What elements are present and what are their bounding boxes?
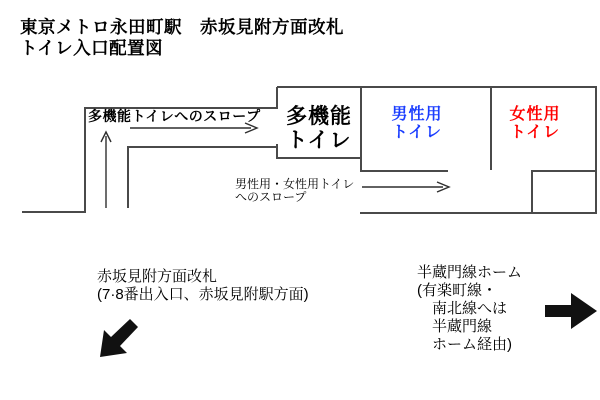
mens-toilet-label-line1: 男性用	[391, 106, 443, 123]
womens-toilet-label-line1: 女性用	[509, 106, 561, 123]
multifunction-toilet-label-line1: 多機能	[286, 105, 352, 128]
gate-direction-label	[97, 268, 309, 304]
platform-direction-line4: 半蔵門線	[417, 318, 493, 335]
gate-direction-line2: (7·8番出入口、赤坂見附駅方面)	[97, 286, 309, 303]
platform-direction-label	[417, 264, 522, 354]
mens-womens-slope-label-line1: 男性用・女性用トイレ	[235, 177, 355, 191]
mens-toilet-label	[355, 106, 479, 141]
multifunction-toilet-label-line2: トイレ	[286, 128, 352, 152]
multifunction-slope-label: 多機能トイレへのスロープ	[88, 108, 261, 124]
right-arrow-icon	[362, 182, 449, 192]
platform-direction-line2: (有楽町線・	[417, 282, 497, 299]
title-line-1: 東京メトロ永田町駅 赤坂見附方面改札	[20, 17, 344, 37]
up-arrow-icon	[101, 132, 111, 208]
womens-toilet-label	[475, 106, 595, 141]
womens-toilet-label-line2: トイレ	[509, 123, 561, 141]
platform-direction-line1: 半蔵門線ホーム	[417, 264, 523, 281]
mens-womens-slope-label	[235, 178, 354, 203]
title-line-2: トイレ入口配置図	[20, 38, 164, 58]
southwest-arrow-icon	[100, 319, 138, 357]
mens-toilet-label-line2: トイレ	[391, 123, 443, 141]
mens-womens-slope-label-line2: へのスロープ	[235, 189, 307, 204]
gate-direction-line1: 赤坂見附方面改札	[97, 268, 218, 285]
platform-direction-line3: 南北線へは	[417, 300, 508, 317]
east-arrow-icon	[545, 293, 597, 329]
platform-direction-line5: ホーム経由)	[417, 336, 512, 353]
multifunction-toilet-label	[277, 105, 361, 152]
